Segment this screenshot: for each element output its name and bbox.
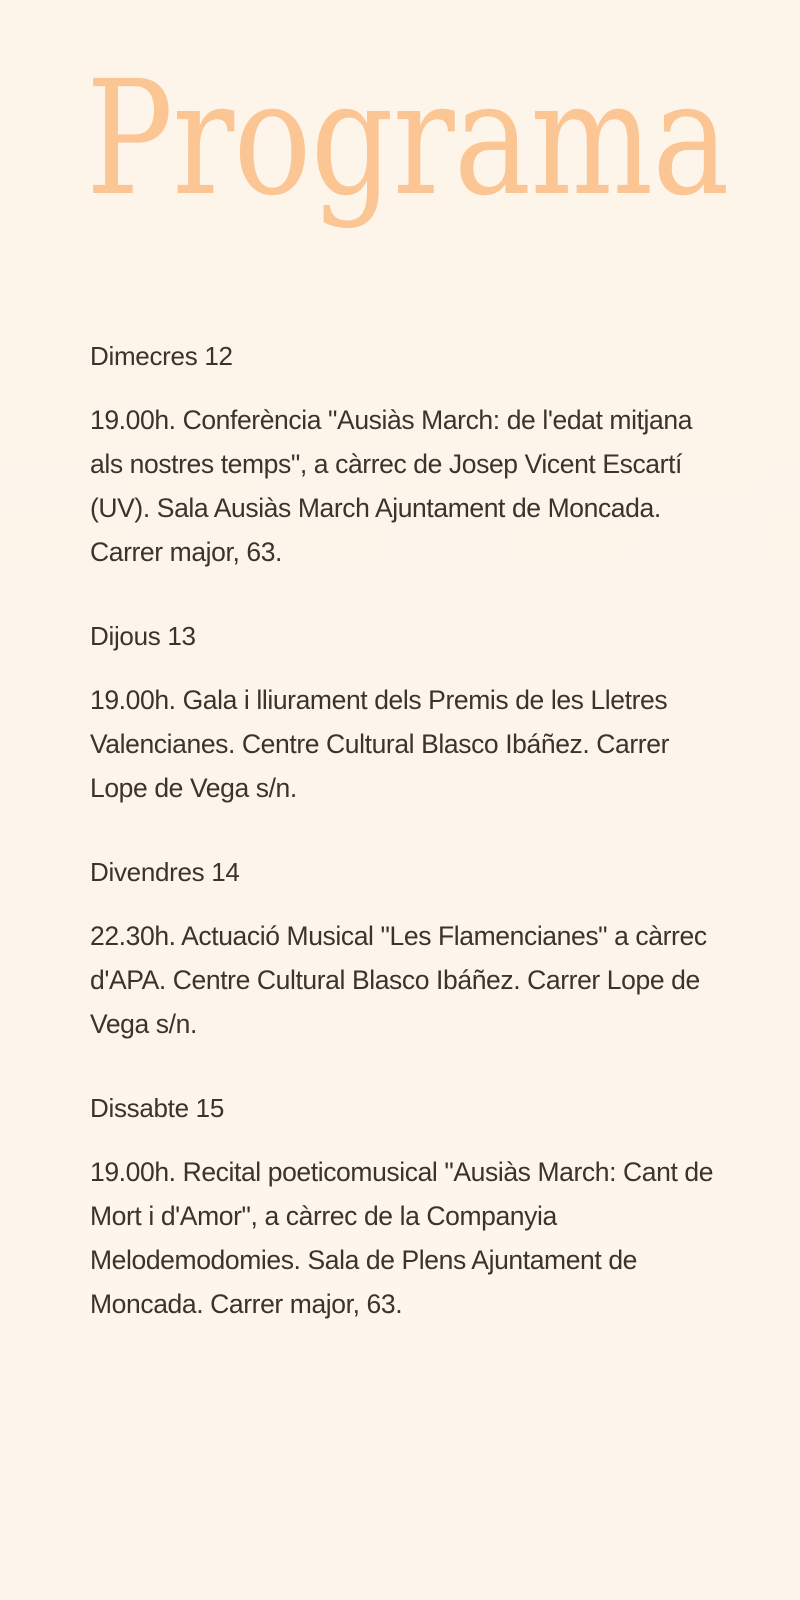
page-title: Programa xyxy=(86,47,729,231)
event-description: 19.00h. Conferència "Ausiàs March: de l'edat mitjana als nostres temps", a càrrec de Josep Vicent Escartí (UV). Sala Ausiàs March Ajuntament de Moncada. Carrer major, 63. xyxy=(90,405,693,567)
day-label: Divendres 14 xyxy=(90,857,240,887)
event-description: 22.30h. Actuació Musical "Les Flamencianes" a càrrec d'APA. Centre Cultural Blasco Ibáñez. Carrer Lope de Vega s/n. xyxy=(90,921,707,1039)
schedule-day-saturday xyxy=(90,1086,730,1326)
event-description: 19.00h. Recital poeticomusical "Ausiàs March: Cant de Mort i d'Amor", a càrrec de la Companyia Melodemodomies. Sala de Plens Ajuntament de Moncada. Carrer major, 63. xyxy=(90,1157,714,1319)
event-description: 19.00h. Gala i lliurament dels Premis de les Lletres Valencianes. Centre Cultural Blasco Ibáñez. Carrer Lope de Vega s/n. xyxy=(90,685,669,803)
schedule-list xyxy=(90,334,730,1326)
schedule-day-friday xyxy=(90,850,730,1046)
day-label: Dijous 13 xyxy=(90,621,196,651)
schedule-day-wednesday xyxy=(90,334,730,574)
schedule-day-thursday xyxy=(90,614,730,810)
day-label: Dissabte 15 xyxy=(90,1093,224,1123)
day-label: Dimecres 12 xyxy=(90,341,233,371)
